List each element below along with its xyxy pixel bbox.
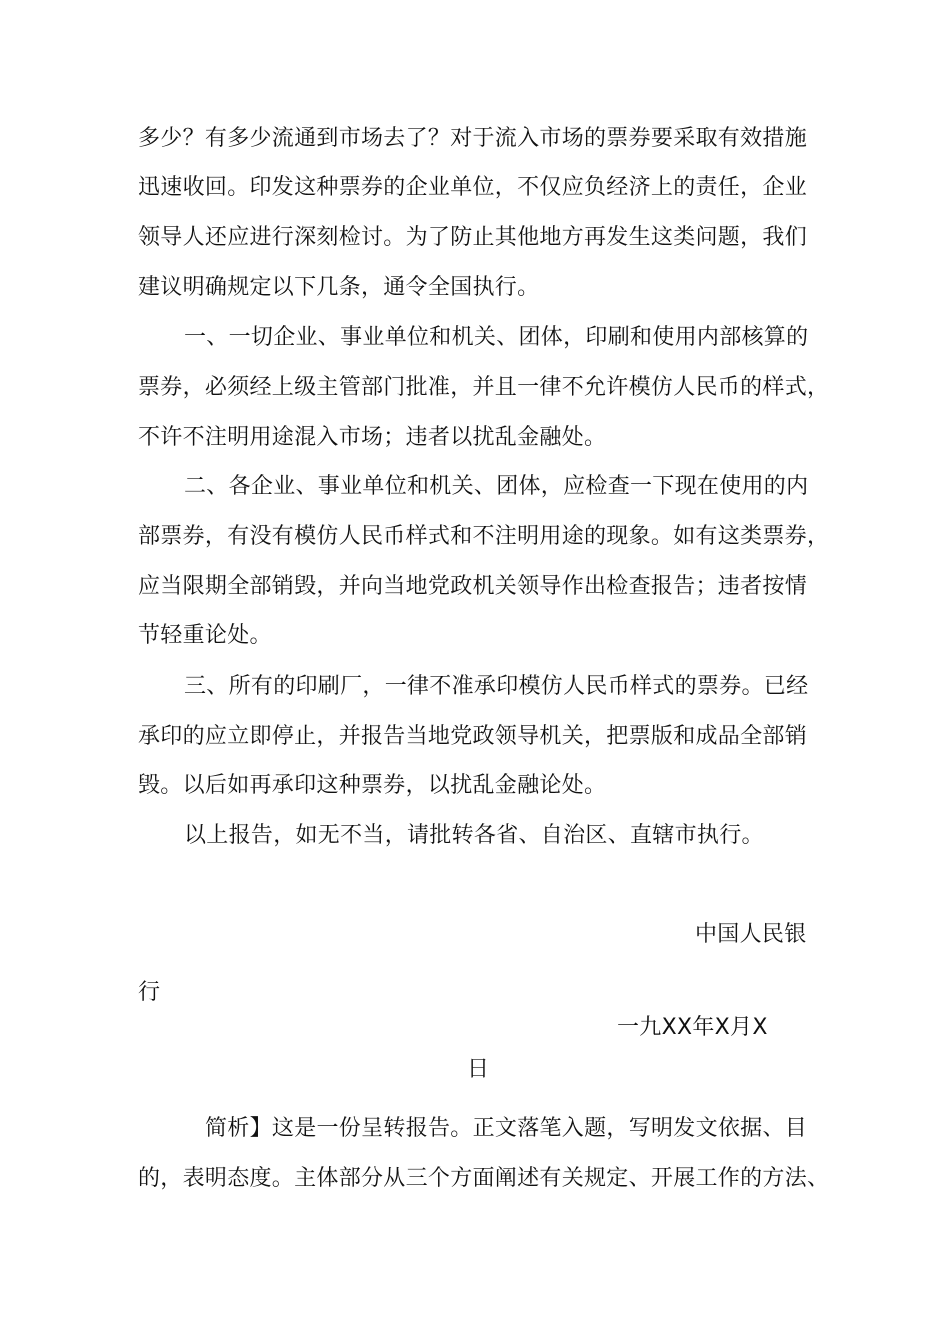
body-line-4: 建议明确规定以下几条，通令全国执行。 bbox=[138, 275, 540, 300]
body-line-3: 领导人还应进行深刻检讨。为了防止其他地方再发生这类问题，我们 bbox=[138, 225, 808, 250]
clause-3-line-1: 三、所有的印刷厂，一律不准承印模仿人民币样式的票券。已经 bbox=[184, 674, 809, 699]
clause-2-line-1: 二、各企业、事业单位和机关、团体，应检查一下现在使用的内 bbox=[184, 474, 809, 499]
signature-date: 一九XX年X月X bbox=[617, 1015, 768, 1040]
closing-line: 以上报告，如无不当，请批转各省、自治区、直辖市执行。 bbox=[184, 823, 764, 848]
clause-3-line-3: 毁。以后如再承印这种票券，以扰乱金融论处。 bbox=[138, 773, 607, 798]
signature-date-wrap: 日 bbox=[467, 1057, 490, 1082]
clause-1-line-2: 票券，必须经上级主管部门批准，并且一律不允许模仿人民币的样式， bbox=[138, 375, 830, 400]
clause-2-line-4: 节轻重论处。 bbox=[138, 623, 272, 648]
analysis-line-1: 简析】这是一份呈转报告。正文落笔入题，写明发文依据、目 bbox=[205, 1116, 808, 1141]
analysis-line-2: 的，表明态度。主体部分从三个方面阐述有关规定、开展工作的方法、 bbox=[138, 1166, 830, 1191]
signature-org-wrap: 行 bbox=[138, 980, 161, 1005]
clause-1-line-3: 不许不注明用途混入市场；违者以扰乱金融处。 bbox=[138, 425, 607, 450]
clause-1-line-1: 一、一切企业、事业单位和机关、团体，印刷和使用内部核算的 bbox=[184, 325, 809, 350]
clause-2-line-3: 应当限期全部销毁，并向当地党政机关领导作出检查报告；违者按情 bbox=[138, 574, 808, 599]
signature-org: 中国人民银 bbox=[695, 922, 807, 947]
clause-2-line-2: 部票券，有没有模仿人民币样式和不注明用途的现象。如有这类票券， bbox=[138, 524, 830, 549]
body-line-2: 迅速收回。印发这种票券的企业单位，不仅应负经济上的责任，企业 bbox=[138, 175, 808, 200]
clause-3-line-2: 承印的应立即停止，并报告当地党政领导机关，把票版和成品全部销 bbox=[138, 724, 808, 749]
body-line-1: 多少？有多少流通到市场去了？对于流入市场的票券要采取有效措施 bbox=[138, 126, 808, 151]
